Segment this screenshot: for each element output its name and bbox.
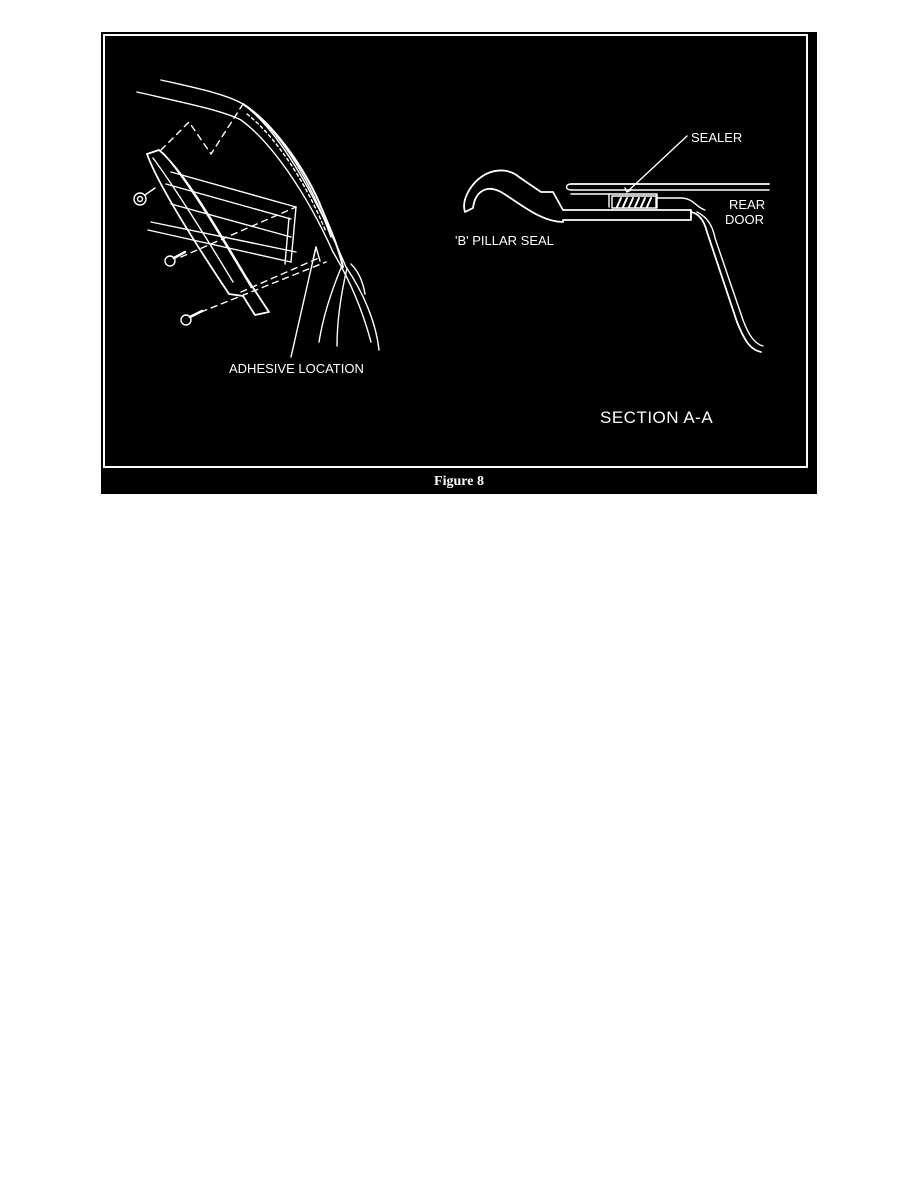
figure-caption: Figure 8 [434, 474, 484, 489]
screw-icon-middle [165, 252, 185, 266]
sealer-label: SEALER [691, 130, 743, 145]
section-title: SECTION A-A [600, 408, 714, 427]
screw-icon-top [134, 188, 155, 205]
screw-icon-bottom [181, 311, 202, 325]
b-pillar-seal-label: 'B' PILLAR SEAL [455, 233, 554, 248]
pillar-assembly-drawing [134, 80, 379, 357]
figure-block [101, 32, 817, 494]
adhesive-location-label: ADHESIVE LOCATION [229, 361, 364, 376]
door-label: DOOR [725, 212, 764, 227]
rear-label: REAR [729, 197, 766, 212]
